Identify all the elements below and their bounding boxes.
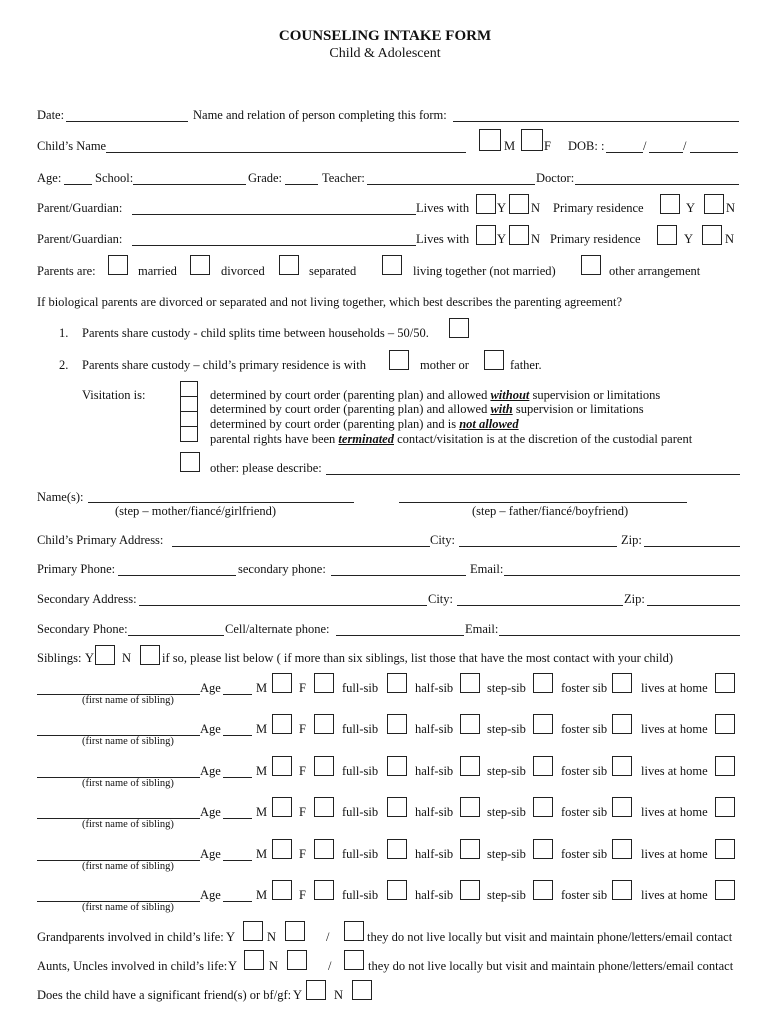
friend-n-label: N <box>334 988 344 1002</box>
sibling-m-label: M <box>256 805 268 819</box>
primary-city-field[interactable] <box>459 546 617 547</box>
school-label: School: <box>95 171 134 185</box>
guardian-2-lives-y: Y <box>497 232 507 246</box>
visitation-with-emphasis: with <box>490 402 513 416</box>
mother-label: mother or <box>420 358 469 372</box>
guardian-1-primary: Primary residence <box>553 201 644 215</box>
visitation-label: Visitation is: <box>82 388 146 402</box>
sibling-half-label: half-sib <box>415 847 454 861</box>
visitation-not-allowed-text <box>210 417 519 431</box>
guardian-1-primary-n: N <box>726 201 736 215</box>
option-2-text: Parents share custody – child’s primary residence is with <box>82 358 366 372</box>
guardian-1-lives-with: Lives with <box>416 201 470 215</box>
siblings-y-checkbox[interactable] <box>95 645 115 665</box>
doctor-field[interactable] <box>575 184 739 185</box>
primary-address-field[interactable] <box>172 546 430 547</box>
sibling-half-checkbox[interactable] <box>460 673 480 693</box>
sibling-m-checkbox[interactable] <box>272 880 292 900</box>
sibling-foster-checkbox[interactable] <box>612 839 632 859</box>
grandparents-n-checkbox[interactable] <box>285 921 305 941</box>
sibling-step-label: step-sib <box>487 847 526 861</box>
siblings-instructions: if so, please list below ( if more than six siblings, list those that have the most contact with your child) <box>162 651 674 665</box>
siblings-n-label: N <box>122 651 132 665</box>
sibling-age-label: Age <box>200 888 221 902</box>
sibling-full-label: full-sib <box>342 681 379 695</box>
sibling-m-checkbox[interactable] <box>272 797 292 817</box>
siblings-label: Siblings: <box>37 651 82 665</box>
living-together-checkbox[interactable] <box>382 255 402 275</box>
names-label: Name(s): <box>37 490 84 504</box>
sibling-f-label: F <box>299 847 306 861</box>
option-2-number: 2. <box>59 358 69 372</box>
secondary-email-label: Email: <box>465 622 499 636</box>
primary-email-label: Email: <box>470 562 504 576</box>
sibling-half-checkbox[interactable] <box>460 839 480 859</box>
dob-year-field[interactable] <box>690 152 738 153</box>
sibling-age-label: Age <box>200 681 221 695</box>
dob-month-field[interactable] <box>606 152 643 153</box>
guardian-1-primary-n-checkbox[interactable] <box>704 194 724 214</box>
step-mother-field[interactable] <box>88 502 354 503</box>
sibling-step-checkbox[interactable] <box>533 756 553 776</box>
sibling-full-label: full-sib <box>342 764 379 778</box>
cell-phone-field[interactable] <box>336 635 464 636</box>
father-checkbox[interactable] <box>484 350 504 370</box>
dob-label: DOB: : <box>568 139 605 153</box>
sibling-name-caption: (first name of sibling) <box>82 861 174 872</box>
guardian-2-primary-n: N <box>725 232 735 246</box>
sibling-half-label: half-sib <box>415 681 454 695</box>
sibling-m-label: M <box>256 722 268 736</box>
sibling-half-checkbox[interactable] <box>460 880 480 900</box>
cell-phone-label: Cell/alternate phone: <box>225 622 330 636</box>
sibling-foster-checkbox[interactable] <box>612 673 632 693</box>
sibling-m-checkbox[interactable] <box>272 839 292 859</box>
visitation-terminated-emphasis: terminated <box>338 432 394 446</box>
guardian-2-primary-y-checkbox[interactable] <box>657 225 677 245</box>
mother-checkbox[interactable] <box>389 350 409 370</box>
dob-slash-2: / <box>683 139 687 153</box>
grandparents-y-label: Y <box>226 930 236 944</box>
visitation-terminated-checkbox[interactable] <box>180 426 198 442</box>
visitation-without-pre: determined by court order (parenting plan) and allowed <box>210 388 488 402</box>
secondary-city-field[interactable] <box>457 605 623 606</box>
sibling-lives-label: lives at home <box>641 847 708 861</box>
grandparents-distant-checkbox[interactable] <box>344 921 364 941</box>
sibling-foster-checkbox[interactable] <box>612 880 632 900</box>
sibling-foster-checkbox[interactable] <box>612 714 632 734</box>
sibling-foster-checkbox[interactable] <box>612 797 632 817</box>
secondary-address-field[interactable] <box>139 605 427 606</box>
sibling-f-label: F <box>299 681 306 695</box>
friend-y-checkbox[interactable] <box>306 980 326 1000</box>
separated-checkbox[interactable] <box>279 255 299 275</box>
sibling-lives-checkbox[interactable] <box>715 714 735 734</box>
guardian-2-lives-y-checkbox[interactable] <box>476 225 496 245</box>
sibling-foster-label: foster sib <box>561 681 608 695</box>
primary-zip-label: Zip: <box>621 533 642 547</box>
grandparents-slash: / <box>326 930 330 944</box>
grandparents-y-checkbox[interactable] <box>243 921 263 941</box>
visitation-without-emphasis: without <box>490 388 530 402</box>
guardian-2-lives-with: Lives with <box>416 232 470 246</box>
name-relation-field[interactable] <box>453 121 739 122</box>
sibling-age-label: Age <box>200 805 221 819</box>
sibling-lives-checkbox[interactable] <box>715 839 735 859</box>
sibling-age-label: Age <box>200 847 221 861</box>
guardian-2-primary-y: Y <box>684 232 694 246</box>
other-arrangement-checkbox[interactable] <box>581 255 601 275</box>
sibling-m-checkbox[interactable] <box>272 756 292 776</box>
father-label: father. <box>510 358 542 372</box>
divorced-checkbox[interactable] <box>190 255 210 275</box>
visitation-terminated-pre: parental rights have been <box>210 432 336 446</box>
visitation-other-field[interactable] <box>326 474 740 475</box>
sibling-m-label: M <box>256 847 268 861</box>
friend-n-checkbox[interactable] <box>352 980 372 1000</box>
option-1-checkbox[interactable] <box>449 318 469 338</box>
sibling-full-checkbox[interactable] <box>387 880 407 900</box>
sibling-foster-label: foster sib <box>561 805 608 819</box>
sibling-age-field[interactable] <box>223 818 252 819</box>
sibling-foster-checkbox[interactable] <box>612 756 632 776</box>
aunts-y-label: Y <box>228 959 238 973</box>
guardian-2-field[interactable] <box>132 245 416 246</box>
sibling-step-label: step-sib <box>487 805 526 819</box>
sibling-m-label: M <box>256 681 268 695</box>
female-label: F <box>544 139 551 153</box>
sibling-age-field[interactable] <box>223 777 252 778</box>
guardian-1-primary-y-checkbox[interactable] <box>660 194 680 214</box>
aunts-n-checkbox[interactable] <box>287 950 307 970</box>
aunts-distant-checkbox[interactable] <box>344 950 364 970</box>
parents-are-label: Parents are: <box>37 264 96 278</box>
grandparents-n-label: N <box>267 930 277 944</box>
sibling-m-label: M <box>256 764 268 778</box>
sibling-full-checkbox[interactable] <box>387 797 407 817</box>
sibling-f-checkbox[interactable] <box>314 714 334 734</box>
guardian-2-primary-n-checkbox[interactable] <box>702 225 722 245</box>
visitation-with-post: supervision or limitations <box>515 402 644 416</box>
sibling-m-checkbox[interactable] <box>272 673 292 693</box>
aunts-y-checkbox[interactable] <box>244 950 264 970</box>
grade-field[interactable] <box>285 184 318 185</box>
sibling-lives-checkbox[interactable] <box>715 880 735 900</box>
visitation-not-allowed-pre: determined by court order (parenting plan) and is <box>210 417 457 431</box>
sibling-name-caption: (first name of sibling) <box>82 695 174 706</box>
guardian-2-lives-n-checkbox[interactable] <box>509 225 529 245</box>
grade-label: Grade: <box>248 171 283 185</box>
teacher-field[interactable] <box>367 184 535 185</box>
sibling-age-field[interactable] <box>223 735 252 736</box>
age-field[interactable] <box>64 184 92 185</box>
sibling-f-checkbox[interactable] <box>314 673 334 693</box>
visitation-not-allowed-checkbox[interactable] <box>180 411 198 427</box>
guardian-2-primary: Primary residence <box>550 232 641 246</box>
sibling-foster-label: foster sib <box>561 764 608 778</box>
sibling-full-label: full-sib <box>342 805 379 819</box>
option-1-number: 1. <box>59 326 69 340</box>
secondary-address-label: Secondary Address: <box>37 592 137 606</box>
grandparents-distant-text: they do not live locally but visit and maintain phone/letters/email contact <box>367 930 733 944</box>
sibling-half-label: half-sib <box>415 722 454 736</box>
sibling-name-caption: (first name of sibling) <box>82 778 174 789</box>
teacher-label: Teacher: <box>322 171 365 185</box>
step-father-field[interactable] <box>399 502 687 503</box>
child-name-label: Child’s Name <box>37 139 107 153</box>
aunts-slash: / <box>328 959 332 973</box>
visitation-without-text <box>210 388 660 402</box>
dob-day-field[interactable] <box>649 152 683 153</box>
name-relation-label: Name and relation of person completing this form: <box>193 108 447 122</box>
friend-y-label: Y <box>293 988 303 1002</box>
secondary-phone-small-field[interactable] <box>331 575 466 576</box>
primary-city-label: City: <box>430 533 456 547</box>
guardian-1-lives-n: N <box>531 201 541 215</box>
male-label: M <box>504 139 516 153</box>
sibling-age-field[interactable] <box>223 901 252 902</box>
guardian-1-lives-y: Y <box>497 201 507 215</box>
friend-label: Does the child have a significant friend(s) or bf/gf: <box>37 988 292 1002</box>
visitation-with-checkbox[interactable] <box>180 396 198 412</box>
guardian-1-primary-y: Y <box>686 201 696 215</box>
primary-address-label: Child’s Primary Address: <box>37 533 164 547</box>
male-checkbox[interactable] <box>479 129 501 151</box>
grandparents-label: Grandparents involved in child’s life: <box>37 930 224 944</box>
secondary-phone-field[interactable] <box>128 635 224 636</box>
date-field[interactable] <box>66 121 188 122</box>
sibling-half-checkbox[interactable] <box>460 714 480 734</box>
sibling-step-checkbox[interactable] <box>533 880 553 900</box>
sibling-name-caption: (first name of sibling) <box>82 902 174 913</box>
sibling-name-caption: (first name of sibling) <box>82 736 174 747</box>
sibling-half-checkbox[interactable] <box>460 797 480 817</box>
primary-zip-field[interactable] <box>644 546 740 547</box>
child-name-field[interactable] <box>106 152 466 153</box>
primary-phone-field[interactable] <box>118 575 236 576</box>
visitation-terminated-text <box>210 432 692 446</box>
sibling-lives-label: lives at home <box>641 888 708 902</box>
sibling-foster-label: foster sib <box>561 847 608 861</box>
sibling-step-label: step-sib <box>487 722 526 736</box>
sibling-age-field[interactable] <box>223 860 252 861</box>
secondary-phone-small-label: secondary phone: <box>238 562 326 576</box>
sibling-lives-checkbox[interactable] <box>715 673 735 693</box>
guardian-2-lives-n: N <box>531 232 541 246</box>
sibling-age-label: Age <box>200 764 221 778</box>
sibling-step-checkbox[interactable] <box>533 797 553 817</box>
sibling-f-checkbox[interactable] <box>314 797 334 817</box>
visitation-other-checkbox[interactable] <box>180 452 200 472</box>
sibling-full-checkbox[interactable] <box>387 673 407 693</box>
sibling-m-label: M <box>256 888 268 902</box>
sibling-f-label: F <box>299 805 306 819</box>
sibling-half-label: half-sib <box>415 764 454 778</box>
visitation-with-text <box>210 402 644 416</box>
sibling-f-checkbox[interactable] <box>314 756 334 776</box>
step-father-caption: (step – father/fiancé/boyfriend) <box>472 504 629 518</box>
sibling-full-label: full-sib <box>342 847 379 861</box>
visitation-other-label: other: please describe: <box>210 461 322 475</box>
doctor-label: Doctor: <box>536 171 575 185</box>
separated-label: separated <box>309 264 357 278</box>
date-label: Date: <box>37 108 65 122</box>
sibling-f-label: F <box>299 888 306 902</box>
sibling-full-checkbox[interactable] <box>387 714 407 734</box>
guardian-1-label: Parent/Guardian: <box>37 201 123 215</box>
visitation-not-allowed-emphasis: not allowed <box>459 417 519 431</box>
married-label: married <box>138 264 177 278</box>
visitation-with-pre: determined by court order (parenting plan) and allowed <box>210 402 488 416</box>
form-title: COUNSELING INTAKE FORM <box>278 28 492 44</box>
sibling-step-label: step-sib <box>487 888 526 902</box>
sibling-full-label: full-sib <box>342 888 379 902</box>
married-checkbox[interactable] <box>108 255 128 275</box>
form-subtitle: Child & Adolescent <box>329 46 441 61</box>
sibling-foster-label: foster sib <box>561 888 608 902</box>
aunts-n-label: N <box>269 959 279 973</box>
guardian-1-lives-n-checkbox[interactable] <box>509 194 529 214</box>
sibling-full-checkbox[interactable] <box>387 839 407 859</box>
sibling-half-checkbox[interactable] <box>460 756 480 776</box>
sibling-half-label: half-sib <box>415 805 454 819</box>
sibling-name-caption: (first name of sibling) <box>82 819 174 830</box>
bio-parents-question: If biological parents are divorced or separated and not living together, which best describes the parenting agreement? <box>37 295 623 309</box>
sibling-full-checkbox[interactable] <box>387 756 407 776</box>
sibling-lives-label: lives at home <box>641 805 708 819</box>
primary-email-field[interactable] <box>504 575 740 576</box>
sibling-m-checkbox[interactable] <box>272 714 292 734</box>
sibling-step-checkbox[interactable] <box>533 673 553 693</box>
visitation-terminated-post: contact/visitation is at the discretion of the custodial parent <box>397 432 693 446</box>
visitation-without-checkbox[interactable] <box>180 381 198 397</box>
sibling-lives-checkbox[interactable] <box>715 756 735 776</box>
guardian-1-lives-y-checkbox[interactable] <box>476 194 496 214</box>
sibling-age-label: Age <box>200 722 221 736</box>
sibling-lives-label: lives at home <box>641 722 708 736</box>
sibling-f-checkbox[interactable] <box>314 880 334 900</box>
step-mother-caption: (step – mother/fiancé/girlfriend) <box>115 504 277 518</box>
sibling-lives-label: lives at home <box>641 681 708 695</box>
siblings-n-checkbox[interactable] <box>140 645 160 665</box>
sibling-step-label: step-sib <box>487 681 526 695</box>
sibling-f-label: F <box>299 722 306 736</box>
sibling-step-checkbox[interactable] <box>533 839 553 859</box>
secondary-zip-field[interactable] <box>647 605 740 606</box>
living-together-label: living together (not married) <box>413 264 556 278</box>
visitation-without-post: supervision or limitations <box>532 388 661 402</box>
secondary-city-label: City: <box>428 592 454 606</box>
divorced-label: divorced <box>221 264 265 278</box>
sibling-age-field[interactable] <box>223 694 252 695</box>
guardian-2-label: Parent/Guardian: <box>37 232 123 246</box>
other-arrangement-label: other arrangement <box>609 264 701 278</box>
aunts-label: Aunts, Uncles involved in child’s life: <box>37 959 228 973</box>
secondary-zip-label: Zip: <box>624 592 645 606</box>
aunts-distant-text: they do not live locally but visit and maintain phone/letters/email contact <box>368 959 734 973</box>
school-field[interactable] <box>133 184 246 185</box>
siblings-y-label: Y <box>85 651 95 665</box>
sibling-foster-label: foster sib <box>561 722 608 736</box>
dob-slash-1: / <box>643 139 647 153</box>
secondary-phone-label: Secondary Phone: <box>37 622 128 636</box>
sibling-step-label: step-sib <box>487 764 526 778</box>
sibling-f-checkbox[interactable] <box>314 839 334 859</box>
sibling-step-checkbox[interactable] <box>533 714 553 734</box>
primary-phone-label: Primary Phone: <box>37 562 116 576</box>
age-label: Age: <box>37 171 62 185</box>
option-1-text: Parents share custody - child splits time between households – 50/50. <box>82 326 429 340</box>
sibling-lives-label: lives at home <box>641 764 708 778</box>
sibling-half-label: half-sib <box>415 888 454 902</box>
female-checkbox[interactable] <box>521 129 543 151</box>
sibling-full-label: full-sib <box>342 722 379 736</box>
guardian-1-field[interactable] <box>132 214 416 215</box>
sibling-f-label: F <box>299 764 306 778</box>
secondary-email-field[interactable] <box>499 635 740 636</box>
sibling-lives-checkbox[interactable] <box>715 797 735 817</box>
